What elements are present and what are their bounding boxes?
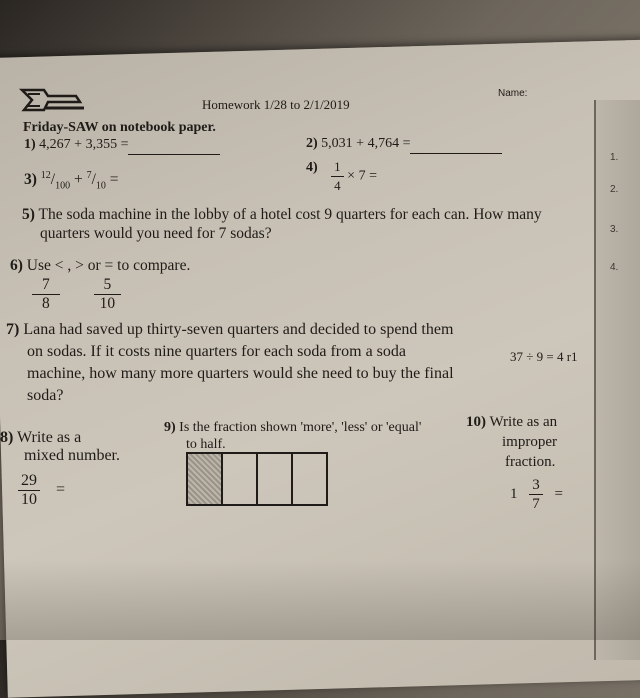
question-8-fraction [18,472,65,509]
question-2 [306,134,502,154]
side-number-1: 1. [610,152,619,163]
side-number-3: 3. [610,224,619,235]
question-4-rest: × 7 = [347,168,377,184]
question-1 [24,135,220,155]
question-number: 10) [466,414,486,430]
fraction [331,158,344,195]
school-logo-icon [18,86,88,116]
question-number: 6) [10,257,23,274]
question-number: 7) [6,321,20,338]
question-8 [0,428,81,448]
question-8-line-1: Write as a [17,429,82,446]
fraction-right [94,276,122,313]
question-6 [10,256,190,276]
side-number-2: 2. [610,184,619,195]
question-3: 3) $^{12}/_{100} + ^7/_{10}$ = [24,170,119,192]
question-number: 5) [22,206,35,223]
operator: + [73,171,83,189]
answer-blank-1[interactable] [128,154,220,155]
fraction-denominator: 10 [95,180,106,192]
fraction-numerator: 5 [94,276,122,295]
question-9-line-2: to half. [186,437,226,452]
page-title: Homework 1/28 to 2/1/2019 [202,97,350,112]
question-6-fractions [32,276,121,313]
question-7-line-4: soda? [27,387,64,404]
question-number: 1) [24,137,36,152]
equals-sign: = [554,485,563,502]
fraction-denominator: 10 [21,491,37,508]
question-number: 8) [0,429,14,446]
question-8-line-2: mixed number. [24,447,120,464]
question-number: 9) [164,420,176,435]
fraction-denominator: 100 [55,180,71,192]
fraction [529,476,543,513]
fraction-denominator: 4 [334,178,341,193]
question-10 [466,412,557,432]
fraction-denominator: 8 [42,295,50,312]
name-label: Name: [498,88,528,99]
question-7-line-2: on sodas. If it costs nine quarters for each soda from a soda [27,343,406,360]
unshaded-cell [258,454,293,504]
question-10-line-3: fraction. [505,454,556,470]
question-7-line-3: machine, how many more quarters would she need to buy the final [27,365,454,382]
question-7 [6,320,453,340]
question-2-expression: 5,031 + 4,764 = [321,136,411,151]
question-4 [306,158,377,195]
fraction-left [32,276,60,313]
fraction [18,472,40,509]
question-5-line-2: quarters would you need for 7 sodas? [40,225,272,242]
fraction-numerator: 1 [331,158,344,177]
unshaded-cell [293,454,326,504]
question-number: 3) [24,171,37,189]
question-1-expression: 4,267 + 3,355 = [39,137,129,152]
subtitle: Friday-SAW on notebook paper. [23,120,216,135]
answer-blank-2[interactable] [410,153,502,154]
handwritten-work: 37 ÷ 9 = 4 r1 [510,349,578,364]
side-number-4: 4. [610,262,619,273]
fraction-numerator: 12 [40,170,51,181]
question-10-mixed-number [510,476,563,513]
fraction-numerator: 29 [18,472,40,491]
fraction-denominator: 10 [99,295,116,312]
question-10-line-2: improper [502,434,557,450]
fraction-numerator: 3 [529,476,543,495]
question-7-line-1: Lana had saved up thirty-seven quarters and decided to spend them [23,321,454,338]
equals-sign: = [109,171,119,189]
question-10-line-1: Write as an [489,414,558,430]
question-9-line-1: Is the fraction shown 'more', 'less' or 'equal' [179,420,422,435]
fraction-model-box [186,452,328,506]
question-6-text: Use < , > or = to compare. [26,257,191,274]
fraction-numerator: 7 [32,276,60,295]
fraction-numerator: 7 [86,170,92,181]
fraction-denominator: 7 [532,496,540,512]
shaded-cell [188,454,223,504]
whole-number: 1 [510,485,518,502]
equals-sign: = [56,481,66,499]
question-number: 4) [306,160,318,175]
lower-paper-shadow [0,560,640,640]
unshaded-cell [223,454,258,504]
question-5-line-1: The soda machine in the lobby of a hotel cost 9 quarters for each can. How many [38,206,542,223]
question-number: 2) [306,136,318,151]
question-5 [22,205,542,225]
